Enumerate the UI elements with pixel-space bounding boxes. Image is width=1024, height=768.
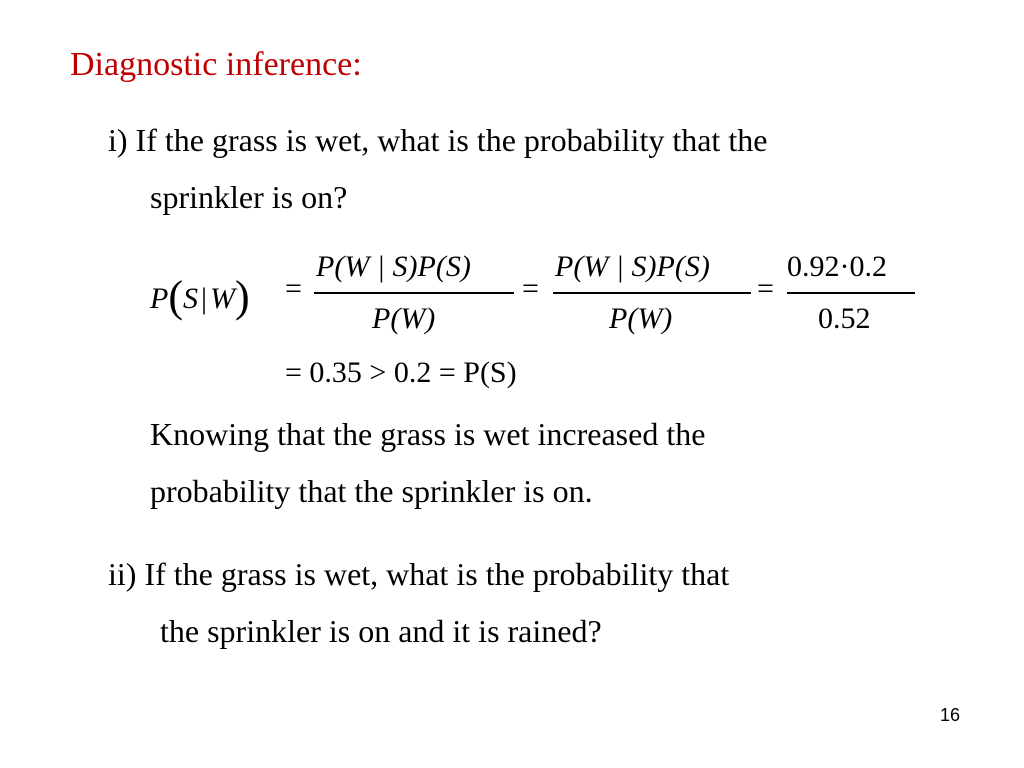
slide-title: Diagnostic inference: xyxy=(70,46,362,83)
fraction-1-bar xyxy=(314,292,514,294)
lhs-given-bar: | xyxy=(200,282,207,315)
fraction-3-numerator: 0.92·0.2 xyxy=(787,250,887,283)
fraction-2-denominator: P(W) xyxy=(609,302,673,335)
lhs-open-paren: ( xyxy=(168,272,183,321)
question-2-line-1: ii) If the grass is wet, what is the probability that xyxy=(108,556,730,592)
fraction-1-denominator: P(W) xyxy=(372,302,436,335)
equation-result: = 0.35 > 0.2 = P(S) xyxy=(285,356,517,389)
lhs-close-paren: ) xyxy=(235,272,250,321)
question-1-line-2: sprinkler is on? xyxy=(150,179,348,215)
conclusion-line-1: Knowing that the grass is wet increased the xyxy=(150,416,706,452)
conclusion-line-2: probability that the sprinkler is on. xyxy=(150,473,593,509)
equals-sign-2: = xyxy=(522,272,539,305)
equals-sign-1: = xyxy=(285,272,302,305)
fraction-1-numerator: P(W | S)P(S) xyxy=(316,250,471,283)
lhs-p: P xyxy=(150,282,169,315)
fraction-3-denominator: 0.52 xyxy=(818,302,871,335)
page-number: 16 xyxy=(939,705,960,725)
equals-sign-3: = xyxy=(757,272,774,305)
fraction-2-numerator: P(W | S)P(S) xyxy=(555,250,710,283)
lhs-w: W xyxy=(210,282,235,315)
question-2-line-2: the sprinkler is on and it is rained? xyxy=(160,613,602,649)
lhs-s: S xyxy=(182,282,198,315)
fraction-3-bar xyxy=(787,292,915,294)
equation-lhs xyxy=(150,268,250,319)
question-1-line-1: i) If the grass is wet, what is the probability that the xyxy=(108,122,768,158)
fraction-2-bar xyxy=(553,292,751,294)
